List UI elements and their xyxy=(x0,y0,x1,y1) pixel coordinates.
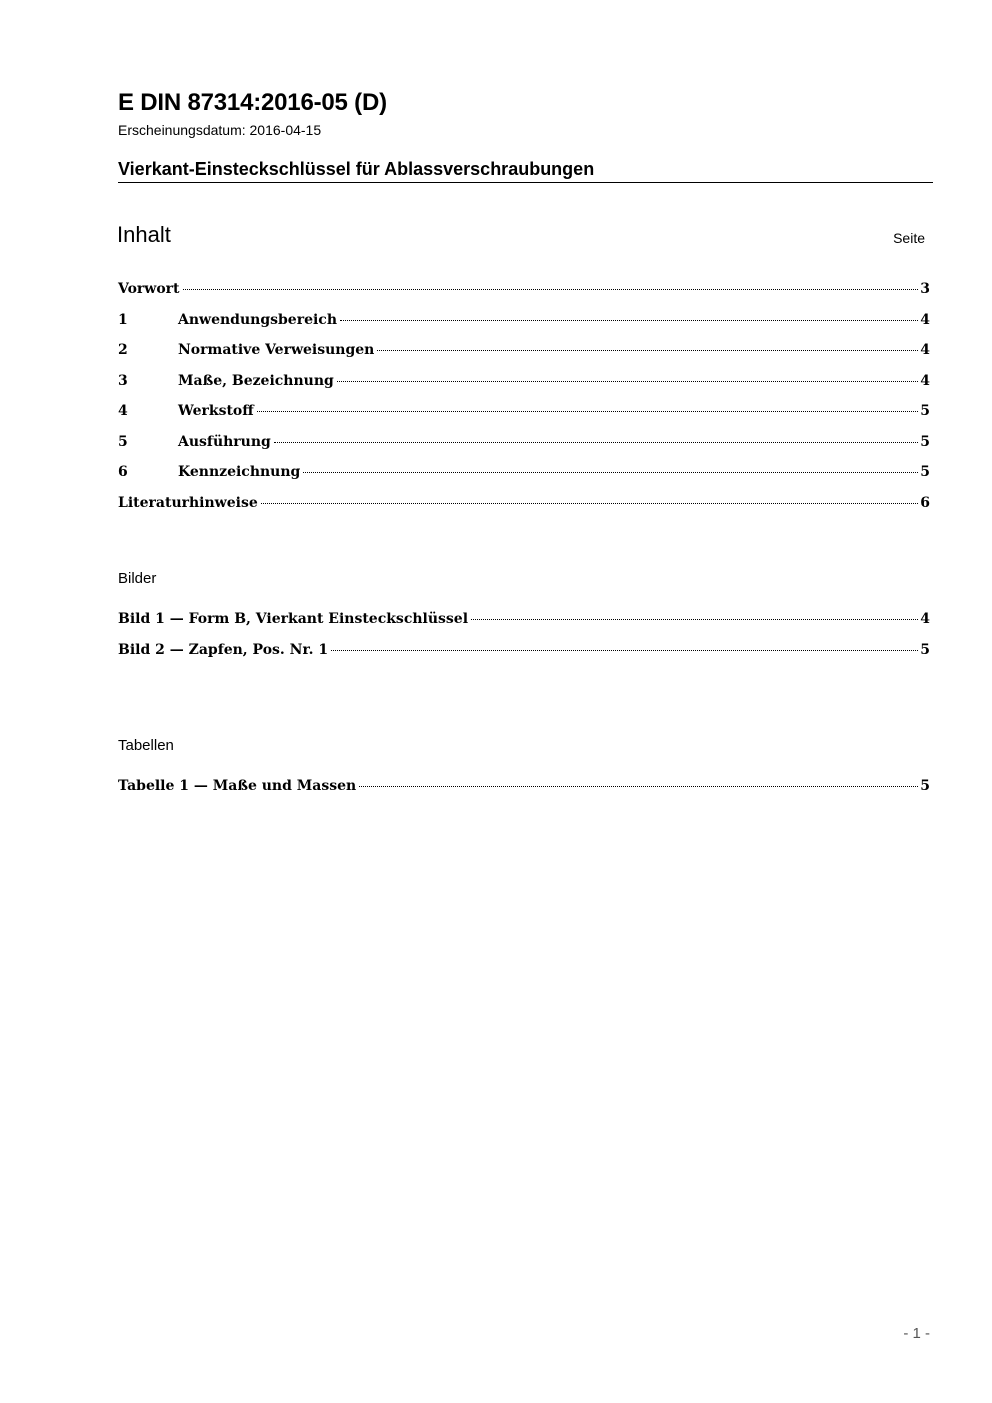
toc-entry-label: Literaturhinweise xyxy=(118,494,258,511)
toc-entry-label: Maße, Bezeichnung xyxy=(178,372,334,389)
toc-entry-literaturhinweise[interactable] xyxy=(118,493,930,524)
dot-leader xyxy=(471,619,918,620)
dot-leader xyxy=(183,289,919,290)
toc-entry-page: 6 xyxy=(920,494,930,511)
table-entry-label: Tabelle 1 — Maße und Massen xyxy=(118,778,357,794)
toc-entry-vorwort[interactable] xyxy=(118,279,930,310)
toc-entry-page: 5 xyxy=(920,403,930,419)
toc-entry-label: Ausführung xyxy=(178,433,271,450)
toc-entry-label: Normative Verweisungen xyxy=(178,342,375,358)
toc-entry-page: 4 xyxy=(920,342,930,358)
dot-leader xyxy=(274,442,918,443)
toc-entry-label: Anwendungsbereich xyxy=(178,311,337,328)
toc-entry-anwendungsbereich[interactable] xyxy=(118,310,930,341)
figures-list xyxy=(118,609,930,670)
toc-list xyxy=(118,279,930,523)
toc-entry-label: Kennzeichnung xyxy=(178,464,301,480)
page-number: - 1 - xyxy=(903,1325,930,1342)
figure-entry-page: 4 xyxy=(920,611,930,627)
dot-leader xyxy=(303,472,918,473)
tables-heading: Tabellen xyxy=(118,737,174,754)
document-id: E DIN 87314:2016-05 (D) xyxy=(118,89,387,116)
dot-leader xyxy=(359,786,918,787)
toc-entry-number: 3 xyxy=(118,372,128,389)
toc-entry-label: Vorwort xyxy=(118,281,180,297)
tables-list xyxy=(118,776,930,807)
document-title: Vierkant-Einsteckschlüssel für Ablassverschraubungen xyxy=(118,159,933,183)
toc-entry-number: 1 xyxy=(118,311,128,328)
toc-entry-masse-bezeichnung[interactable] xyxy=(118,371,930,402)
dot-leader xyxy=(377,350,918,351)
dot-leader xyxy=(337,381,918,382)
toc-entry-normative-verweisungen[interactable] xyxy=(118,340,930,371)
toc-entry-number: 4 xyxy=(118,403,128,419)
figure-entry[interactable] xyxy=(118,640,930,671)
figure-entry-page: 5 xyxy=(920,641,930,658)
toc-entry-label: Werkstoff xyxy=(178,403,254,419)
publication-date: Erscheinungsdatum: 2016-04-15 xyxy=(118,122,322,138)
toc-heading: Inhalt xyxy=(117,222,171,247)
figures-heading: Bilder xyxy=(118,570,157,587)
toc-entry-page: 3 xyxy=(920,281,930,297)
figure-entry-label: Bild 2 — Zapfen, Pos. Nr. 1 xyxy=(118,641,329,658)
toc-entry-page: 4 xyxy=(920,372,930,389)
toc-entry-page: 5 xyxy=(920,464,930,480)
toc-entry-page: 4 xyxy=(920,311,930,328)
toc-entry-werkstoff[interactable] xyxy=(118,401,930,432)
dot-leader xyxy=(261,503,919,504)
table-entry[interactable] xyxy=(118,776,930,807)
table-entry-page: 5 xyxy=(920,778,930,794)
page-column-label: Seite xyxy=(893,230,925,246)
figure-entry[interactable] xyxy=(118,609,930,640)
toc-entry-ausfuehrung[interactable] xyxy=(118,432,930,463)
figure-entry-label: Bild 1 — Form B, Vierkant Einsteckschlüssel xyxy=(118,611,469,627)
dot-leader xyxy=(340,320,918,321)
dot-leader xyxy=(257,411,919,412)
dot-leader xyxy=(331,650,918,651)
toc-entry-number: 6 xyxy=(118,464,128,480)
toc-entry-page: 5 xyxy=(920,433,930,450)
toc-entry-kennzeichnung[interactable] xyxy=(118,462,930,493)
toc-entry-number: 5 xyxy=(118,433,128,450)
toc-entry-number: 2 xyxy=(118,342,128,358)
